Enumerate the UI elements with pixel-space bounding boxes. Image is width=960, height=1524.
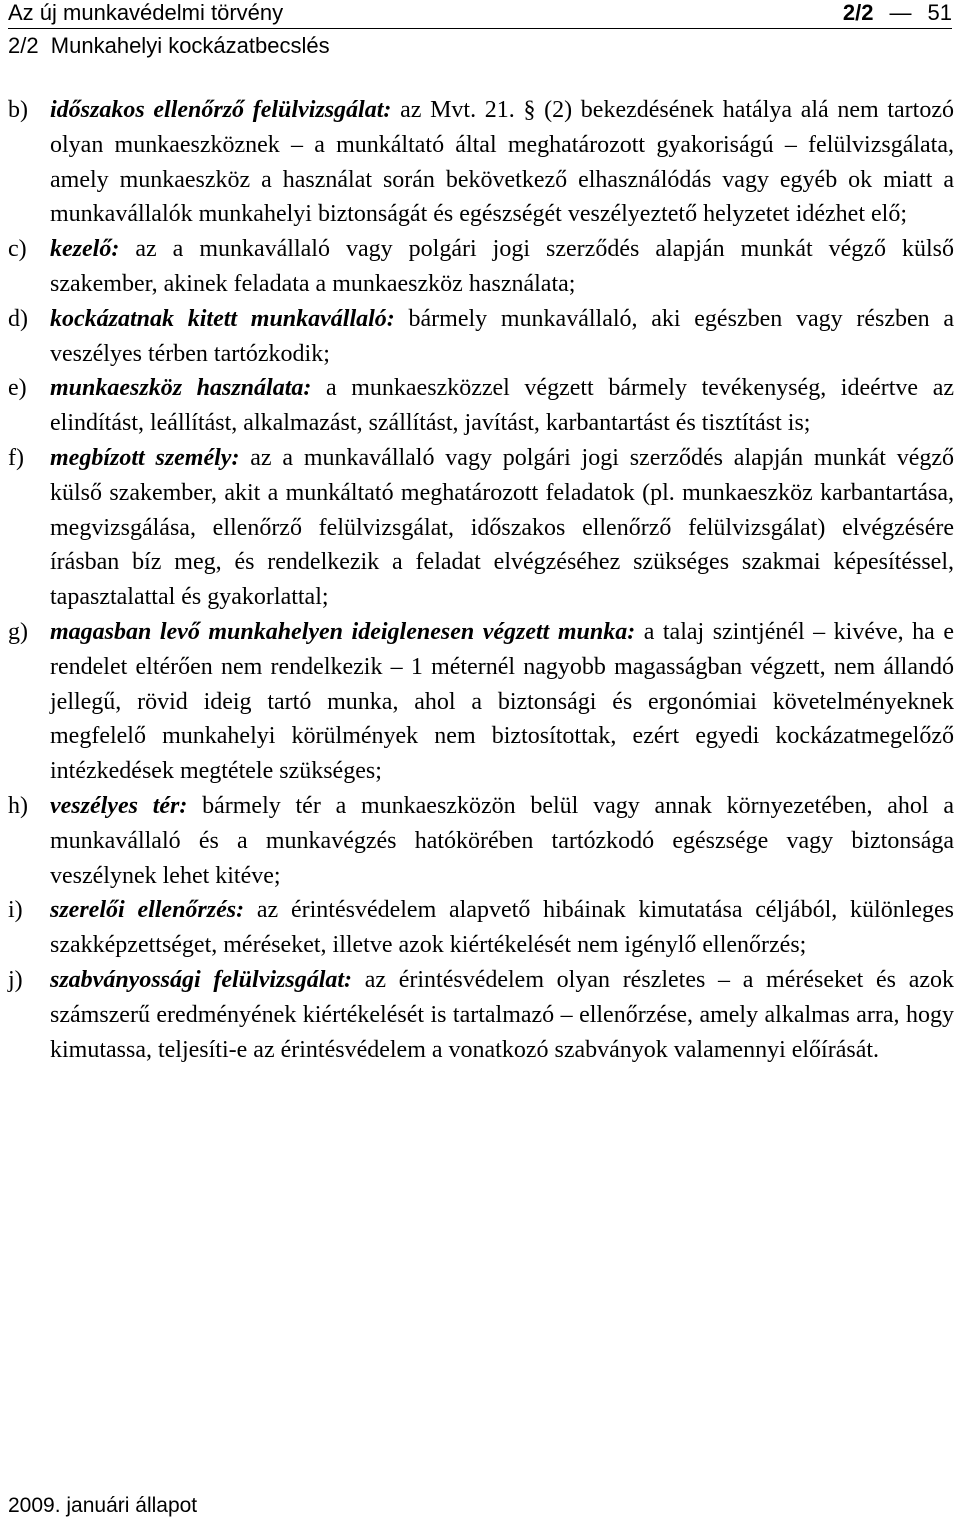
- page-footer: 2009. januári állapot: [8, 1494, 198, 1517]
- definition-term: megbízott személy:: [50, 444, 240, 471]
- page-dash: —: [889, 0, 912, 25]
- item-marker: i): [8, 897, 23, 924]
- definition-item: [8, 93, 954, 232]
- definition-item: [8, 302, 954, 372]
- item-marker: c): [8, 236, 27, 263]
- item-marker: j): [8, 966, 23, 993]
- page-header: [8, 0, 952, 63]
- definition-term: időszakos ellenőrző felülvizsgálat:: [50, 97, 392, 123]
- definition-item: [8, 232, 954, 302]
- book-title: Az új munkavédelmi törvény: [8, 0, 284, 25]
- section-number: 2/2: [842, 0, 874, 25]
- definition-term: veszélyes tér:: [50, 792, 188, 819]
- definition-term: szabványossági felülvizsgálat:: [50, 966, 353, 993]
- definition-text: a talaj szintjénél – kivéve, ha e rendelet eltérően nem rendelkezik – 1 méternél nagyobb magasságban végzett, nem állandó jellegű, rövid ideig tartó munka, ahol a biztonsági és ergonómiai követelményeknek megfelelő munkahelyi körülmények nem biztosítottak, ezért egyedi kockázatmegelőző intézkedések megtétele szükséges;: [50, 618, 954, 785]
- definition-item: [8, 963, 954, 1067]
- definition-term: kockázatnak kitett munkavállaló:: [50, 305, 395, 332]
- definition-text: a munkaeszközzel végzett bármely tevékenység, ideértve az elindítást, leállítást, alkalmazást, szállítást, javítást, karbantartást és tisztítást is;: [50, 375, 954, 437]
- item-marker: g): [8, 618, 28, 645]
- header-top-row: [8, 0, 952, 28]
- definition-text: az Mvt. 21. § (2) bekezdésének hatálya alá nem tartozó olyan munkaeszköznek – a munkáltató által meghatározott gyakoriságú – felülvizsgálata, amely munkaeszköz a használat során bekövetkező elhasználódás vagy egyéb ok miatt a munkavállalók munkahelyi biztonságát és egészségét veszélyeztető helyzetet idézhet elő;: [50, 97, 954, 228]
- definition-term: kezelő:: [50, 236, 120, 263]
- definition-text: az érintésvédelem alapvető hibáinak kimutatása céljából, különleges szakképzettséget, méréseket, illetve azok kiértékelését nem igénylő ellenőrzés;: [50, 897, 955, 959]
- definition-item: [8, 441, 954, 615]
- definition-text: az érintésvédelem olyan részletes – a méréseket és azok számszerű eredményének kiértékelését is tartalmazó – ellenőrzése, amely alkalmas arra, hogy kimutassa, teljesíti-e az érintésvédelem a vonatkozó szabványok valamennyi előírását.: [50, 966, 954, 1063]
- chapter-subtitle: 2/2 Munkahelyi kockázatbecslés: [8, 28, 952, 63]
- page-reference: [843, 0, 952, 28]
- page-number: 51: [927, 0, 952, 25]
- definition-text: az a munkavállaló vagy polgári jogi szerződés alapján munkát végző külső szakember, akinek feladata a munkaeszköz használata;: [50, 236, 954, 297]
- definition-text: az a munkavállaló vagy polgári jogi szerződés alapján munkát végző külső szakember, akit a munkáltató meghatározott feladatok (pl. munkaeszköz karbantartása, megvizsgálása, ellenőrző felülvizsgálat, időszakos ellenőrző felülvizsgálat) elvégzésére írásban bíz meg, és rendelkezik a feladat elvégzéséhez szükséges szakmai képesítéssel, tapasztalattal és gyakorlattal;: [50, 444, 954, 611]
- definition-item: [8, 893, 954, 963]
- item-marker: b): [8, 97, 28, 123]
- definition-text: bármely tér a munkaeszközön belül vagy annak környezetében, ahol a munkavállaló és a munkavégzés hatókörében tartózkodó egészsége vagy biztonsága veszélynek lehet kitéve;: [50, 792, 954, 889]
- item-marker: d): [8, 305, 28, 332]
- definition-item: [8, 789, 954, 893]
- item-marker: h): [8, 792, 28, 819]
- definition-term: szerelői ellenőrzés:: [50, 897, 245, 924]
- definition-list: [8, 93, 954, 1067]
- item-marker: f): [8, 444, 24, 471]
- definition-item: [8, 615, 954, 789]
- definition-term: munkaeszköz használata:: [50, 375, 312, 402]
- item-marker: e): [8, 375, 27, 402]
- definition-text: bármely munkavállaló, aki egészben vagy részben a veszélyes térben tartózkodik;: [50, 305, 955, 367]
- definition-item: [8, 371, 954, 441]
- definition-term: magasban levő munkahelyen ideiglenesen végzett munka:: [50, 618, 636, 645]
